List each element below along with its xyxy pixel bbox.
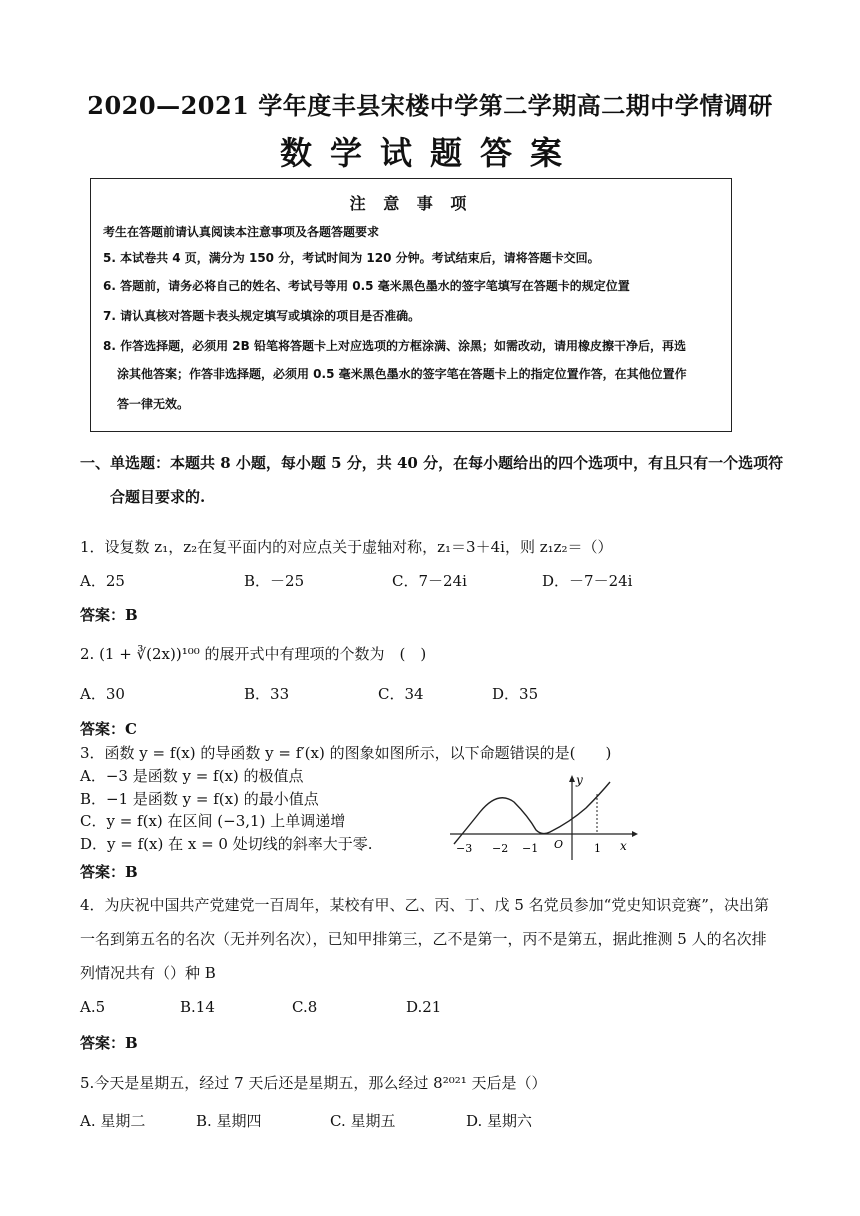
x-axis-arrow	[632, 831, 638, 837]
question-4-option-c: C.8	[292, 998, 318, 1016]
question-1-option-b: B．－25	[244, 572, 305, 590]
question-5-option-c: C. 星期五	[330, 1112, 396, 1130]
exam-title: 2020—2021 学年度丰县宋楼中学第二学期高二期中学情调研	[87, 91, 773, 120]
notice-box	[90, 178, 732, 432]
section-heading: 一、单选题：本题共 8 小题，每小题 5 分，共 40 分，在每小题给出的四个选项中，有且只有一个选项符	[80, 454, 784, 472]
question-2-option-d: D．35	[492, 685, 539, 703]
question-5-stem: 5.今天是星期五，经过 7 天后还是星期五，那么经过 8²⁰²¹ 天后是（）	[80, 1074, 547, 1092]
notice-item: 5. 本试卷共 4 页，满分为 150 分，考试时间为 120 分钟。考试结束后，请将答题卡交回。	[103, 251, 600, 265]
question-1-option-a: A．25	[80, 572, 125, 590]
derivative-graph-figure	[450, 772, 640, 862]
tick-label: 1	[594, 842, 601, 855]
question-4-stem: 4．为庆祝中国共产党建党一百周年，某校有甲、乙、丙、丁、戊 5 名党员参加“党史知识竞赛”，决出第	[80, 896, 769, 914]
tick-label: −3	[456, 842, 473, 855]
question-4-option-b: B.14	[180, 998, 215, 1016]
x-axis-label: x	[620, 839, 627, 853]
question-4-option-a: A.5	[80, 998, 106, 1016]
question-1-answer: 答案：B	[80, 606, 138, 624]
question-3-option-d: D．y = f(x) 在 x = 0 处切线的斜率大于零.	[80, 835, 373, 853]
notice-item: 8. 作答选择题，必须用 2B 铅笔将答题卡上对应选项的方框涂满、涂黑；如需改动，请用橡皮擦干净后，再选	[103, 339, 686, 353]
tick-label: −1	[522, 842, 539, 855]
tick-label: −2	[492, 842, 509, 855]
question-3-option-a: A．−3 是函数 y = f(x) 的极值点	[80, 767, 304, 785]
notice-item: 涂其他答案；作答非选择题，必须用 0.5 毫米黑色墨水的签字笔在答题卡上的指定位置作答，在其他位置作	[117, 367, 687, 381]
question-2-option-c: C．34	[378, 685, 424, 703]
question-4-stem: 一名到第五名的名次（无并列名次），已知甲排第三，乙不是第一，丙不是第五，据此推测 5 人的名次排	[80, 930, 767, 948]
question-5-option-a: A. 星期二	[80, 1112, 146, 1130]
question-1-stem: 1．设复数 z₁，z₂在复平面内的对应点关于虚轴对称，z₁＝3＋4i，则 z₁z₂＝（）	[80, 538, 613, 556]
section-heading-cont: 合题目要求的.	[110, 488, 206, 506]
question-3-option-c: C．y = f(x) 在区间 (−3,1) 上单调递增	[80, 812, 346, 830]
notice-item: 答一律无效。	[117, 397, 190, 411]
question-2-option-b: B．33	[244, 685, 290, 703]
question-5-option-b: B. 星期四	[196, 1112, 262, 1130]
question-2-answer: 答案：C	[80, 720, 137, 738]
question-4-answer: 答案：B	[80, 1034, 138, 1052]
y-axis-label: y	[576, 773, 583, 787]
question-2-stem: 2. (1 + ∛(2x))¹⁰⁰ 的展开式中有理项的个数为 ( )	[80, 645, 427, 663]
derivative-curve	[454, 782, 610, 844]
question-4-option-d: D.21	[406, 998, 442, 1016]
question-3-answer: 答案：B	[80, 863, 138, 881]
notice-title: 注 意 事 项	[349, 194, 473, 213]
y-axis-arrow	[569, 775, 575, 782]
question-5-option-d: D. 星期六	[466, 1112, 533, 1130]
question-2-option-a: A．30	[80, 685, 125, 703]
notice-item: 6. 答题前，请务必将自己的姓名、考试号等用 0.5 毫米黑色墨水的签字笔填写在答题卡的规定位置	[103, 279, 630, 293]
origin-label: O	[554, 838, 564, 851]
question-1-option-d: D．－7－24i	[542, 572, 633, 590]
question-4-stem: 列情况共有（）种 B	[80, 964, 216, 982]
exam-subtitle: 数学试题答案	[279, 134, 580, 172]
question-3-stem: 3．函数 y = f(x) 的导函数 y = f′(x) 的图象如图所示，以下命题错误的是( )	[80, 744, 612, 762]
notice-item: 7. 请认真核对答题卡表头规定填写或填涂的项目是否准确。	[103, 309, 421, 323]
question-1-option-c: C．7－24i	[392, 572, 467, 590]
notice-intro: 考生在答题前请认真阅读本注意事项及各题答题要求	[103, 225, 380, 239]
question-3-option-b: B．−1 是函数 y = f(x) 的最小值点	[80, 790, 319, 808]
